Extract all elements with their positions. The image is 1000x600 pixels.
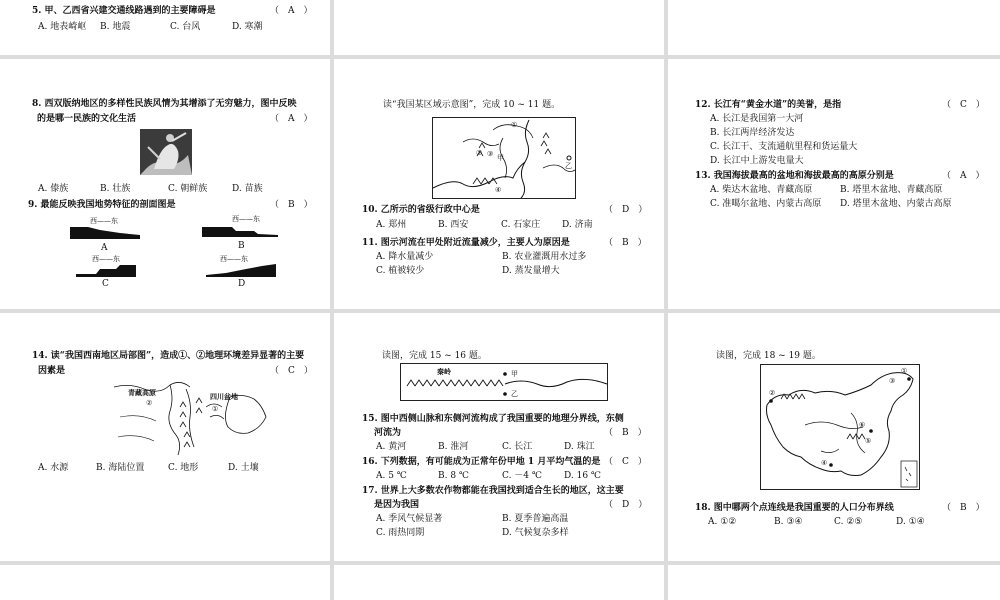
card-top-middle <box>334 0 664 55</box>
q15-option-b: B. 淮河 <box>438 442 469 452</box>
q5-option-c: C. 台风 <box>170 22 201 32</box>
q13-answer: （ A ） <box>942 171 985 181</box>
q14-answer: （ C ） <box>270 366 313 376</box>
q13-option-c: C. 准噶尔盆地、内蒙古高原 <box>710 199 822 209</box>
q10-11-intro: 读“我国某区域示意图”，完成 10 ~ 11 题。 <box>383 100 561 110</box>
q8-option-b: B. 壮族 <box>100 184 131 194</box>
q16-option-a: A. 5 ℃ <box>376 471 407 481</box>
q9-answer: （ B ） <box>270 200 313 210</box>
q16-option-d: D. 16 ℃ <box>564 471 601 481</box>
label-jia: 甲 <box>511 370 518 378</box>
profile-a-label: 西——东 <box>90 217 118 225</box>
profile-a <box>70 225 140 239</box>
q14-option-d: D. 土壤 <box>228 463 259 473</box>
profile-a-letter: A <box>101 243 108 253</box>
card-q8-q9 <box>0 59 330 309</box>
map1-label-yi: 乙 <box>565 162 572 170</box>
card-top-right <box>668 0 1000 55</box>
q15-line2: 河流为 <box>374 428 402 438</box>
q13-text: 13. 我国海拔最高的盆地和海拔最高的高原分别是 <box>695 171 894 181</box>
profile-b-label: 西——东 <box>232 215 260 223</box>
q10-option-a: A. 郑州 <box>376 220 407 230</box>
card-q14 <box>0 313 330 561</box>
profile-b <box>202 223 278 237</box>
q10-option-c: C. 石家庄 <box>501 220 541 230</box>
q8-option-d: D. 苗族 <box>232 184 263 194</box>
q12-option-c: C. 长江干、支流通航里程和货运量大 <box>710 142 858 152</box>
q18-option-d: D. ①④ <box>896 517 925 527</box>
q8-option-a: A. 傣族 <box>38 184 69 194</box>
label-yi: 乙 <box>511 390 518 398</box>
q5-option-d: D. 寒潮 <box>232 22 263 32</box>
q17-option-d: D. 气候复杂多样 <box>502 528 569 538</box>
q12-answer: （ C ） <box>942 100 985 110</box>
q5-answer: （ A ） <box>270 6 313 16</box>
qinling-map <box>400 363 608 401</box>
q5-option-b: B. 地震 <box>100 22 131 32</box>
q11-option-b: B. 农业灌溉用水过多 <box>502 252 587 262</box>
q18-19-intro: 读图，完成 18 ~ 19 题。 <box>716 351 821 361</box>
q14-option-b: B. 海陆位置 <box>96 463 145 473</box>
q17-option-a: A. 季风气候显著 <box>376 514 443 524</box>
map1-marker-1: ① <box>511 121 518 129</box>
q15-option-c: C. 长江 <box>502 442 533 452</box>
southwest-map <box>110 377 270 457</box>
dance-photo <box>140 129 192 175</box>
map3-marker-2: ② <box>146 399 153 407</box>
q15-option-d: D. 珠江 <box>564 442 595 452</box>
q15-option-a: A. 黄河 <box>376 442 407 452</box>
map4-marker-2: ② <box>769 389 776 397</box>
q18-text: 18. 图中哪两个点连线是我国重要的人口分布界线 <box>695 503 894 513</box>
q17-line2: 是因为我国 <box>374 500 420 510</box>
q8-line1: 8. 西双版纳地区的多样性民族风情为其增添了无穷魅力，图中反映 <box>32 99 297 109</box>
q10-text: 10. 乙所示的省级行政中心是 <box>362 205 480 215</box>
q16-answer: （ C ） <box>604 457 647 467</box>
card-q15-q17 <box>334 313 664 561</box>
q8-option-c: C. 朝鲜族 <box>168 184 208 194</box>
q11-option-a: A. 降水量减少 <box>376 252 434 262</box>
q9-text: 9. 最能反映我国地势特征的剖面图是 <box>28 200 176 210</box>
q18-option-a: A. ①② <box>708 517 737 527</box>
profile-c-label: 西——东 <box>92 255 120 263</box>
q12-option-b: B. 长江两岸经济发达 <box>710 128 795 138</box>
q10-option-b: B. 西安 <box>438 220 469 230</box>
q12-option-d: D. 长江中上游发电量大 <box>710 156 804 166</box>
region-map-1 <box>432 117 576 199</box>
map4-marker-1: ① <box>901 367 908 375</box>
profile-c-letter: C <box>102 279 109 289</box>
q5-text: 5. 甲、乙西省兴建交通线路遇到的主要障碍是 <box>32 6 216 16</box>
q17-option-b: B. 夏季普遍高温 <box>502 514 569 524</box>
q16-text: 16. 下列数据，有可能成为正常年份甲地 1 月平均气温的是 <box>362 457 601 467</box>
profile-d-label: 西——东 <box>220 255 248 263</box>
q14-line2: 因素是 <box>38 366 66 376</box>
map1-marker-3: ③ <box>487 150 494 158</box>
q17-line1: 17. 世界上大多数农作物都能在我国找到适合生长的地区，这主要 <box>362 486 624 496</box>
q10-answer: （ D ） <box>604 205 648 215</box>
profile-b-letter: B <box>238 241 245 251</box>
label-sichuan: 四川盆地 <box>210 392 238 401</box>
q11-text: 11. 图示河流在甲处附近流量减少，主要人为原因是 <box>362 238 570 248</box>
map1-marker-2: ② <box>476 149 483 157</box>
q17-answer: （ D ） <box>604 500 648 510</box>
map4-marker-5: ⑤ <box>865 437 872 445</box>
china-map <box>760 364 920 490</box>
card-bottom-middle <box>334 565 664 600</box>
card-q10-q11 <box>334 59 664 309</box>
map4-marker-6: ⑥ <box>859 421 866 429</box>
q11-option-c: C. 植被较少 <box>376 266 425 276</box>
map1-marker-4: ④ <box>495 186 502 194</box>
q17-option-c: C. 雨热同期 <box>376 528 425 538</box>
q16-option-b: B. 8 ℃ <box>438 471 469 481</box>
q5-option-a: A. 地表崎岖 <box>38 22 87 32</box>
q15-line1: 15. 图中西侧山脉和东侧河流构成了我国重要的地理分界线，东侧 <box>362 414 624 424</box>
q16-option-c: C. －4 ℃ <box>502 471 542 481</box>
q8-line2: 的是哪一民族的文化生活 <box>37 114 137 124</box>
q15-answer: （ B ） <box>604 428 647 438</box>
profile-c <box>76 263 136 277</box>
q13-option-a: A. 柴达木盆地、青藏高原 <box>710 185 813 195</box>
card-q18 <box>668 313 1000 561</box>
q14-line1: 14. 读“我国西南地区局部图”，造成①、②地理环境差异显著的主要 <box>32 351 305 361</box>
card-q12-q13 <box>668 59 1000 309</box>
map4-marker-4: ④ <box>821 459 828 467</box>
card-bottom-left <box>0 565 330 600</box>
q14-option-c: C. 地形 <box>168 463 199 473</box>
label-qingzang: 青藏高原 <box>128 388 156 397</box>
profile-d-letter: D <box>238 279 246 289</box>
q18-option-c: C. ②⑤ <box>834 517 863 527</box>
map1-label-jia: 甲 <box>497 154 504 162</box>
q11-option-d: D. 蒸发量增大 <box>502 266 560 276</box>
q15-16-intro: 读图，完成 15 ~ 16 题。 <box>382 351 487 361</box>
map4-marker-3: ③ <box>889 377 896 385</box>
q12-option-a: A. 长江是我国第一大河 <box>710 114 804 124</box>
q13-option-d: D. 塔里木盆地、内蒙古高原 <box>840 199 952 209</box>
q18-answer: （ B ） <box>942 503 985 513</box>
card-q5 <box>0 0 330 55</box>
map3-marker-1: ① <box>212 405 219 413</box>
q8-answer: （ A ） <box>270 114 313 124</box>
card-bottom-right <box>668 565 1000 600</box>
q10-option-d: D. 济南 <box>562 220 593 230</box>
label-qinling: 秦岭 <box>437 367 451 376</box>
q14-option-a: A. 水源 <box>38 463 69 473</box>
profile-d <box>206 263 276 277</box>
q11-answer: （ B ） <box>604 238 647 248</box>
q13-option-b: B. 塔里木盆地、青藏高原 <box>840 185 943 195</box>
q12-text: 12. 长江有“黄金水道”的美誉，是指 <box>695 100 842 110</box>
q18-option-b: B. ③④ <box>774 517 803 527</box>
